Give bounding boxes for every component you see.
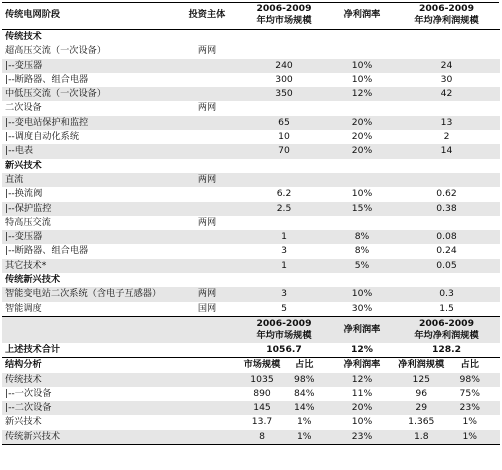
row-investor: 国网 [197,302,217,314]
structure-row-profit [393,430,500,445]
row-name: |--换流阀 [5,188,43,200]
table-row [2,159,500,173]
row-margin: 10% [351,188,373,200]
row-margin: 12% [351,88,373,100]
header-investor: 投资主体 [177,1,237,30]
row-market: 65 [278,116,290,128]
row-margin: 20% [351,116,373,128]
structure-row-profit-right: 1% [462,416,478,428]
structure-row [2,401,500,415]
summary-header-profit [393,316,500,343]
row-profit [393,173,500,187]
structure-row-profit-left: 96 [415,387,428,399]
total-profit: 128.2 [393,343,500,358]
row-market [237,173,331,187]
row-margin: 30% [351,302,373,314]
row-name: 智能调度 [5,302,42,314]
structure-row-profit-right: 98% [459,373,480,385]
table-row [2,173,500,187]
row-investor: 两网 [197,216,217,228]
row-investor [177,73,237,87]
row-margin: 5% [354,259,370,271]
row-margin: 10% [351,73,373,85]
structure-row [2,373,500,387]
row-profit: 0.24 [436,245,457,257]
row-profit: 0.05 [436,259,457,271]
row-market: 300 [275,73,293,85]
row-investor [177,273,237,287]
total-investor [177,343,237,358]
header-profit [393,1,500,30]
row-investor [177,230,237,244]
row-name: |--保护监控 [5,202,52,214]
row-profit: 24 [440,59,453,71]
row-investor [177,244,237,258]
table-row [2,287,500,301]
structure-row-market-right: 1% [296,430,312,442]
structure-row-market [237,430,331,445]
row-name: |--断路器、组合电器 [5,73,89,85]
row-investor [177,144,237,158]
structure-row [2,387,500,401]
summary-profit-line1: 2006-2009 [419,317,474,329]
structure-row-blank [177,430,237,445]
structure-row-market-left: 890 [253,387,271,399]
structure-row-profit [393,373,500,387]
row-profit: 0.3 [439,288,454,300]
row-margin: 10% [351,59,373,71]
row-margin [331,159,393,173]
row-profit [393,159,500,173]
row-name: |--变压器 [5,231,43,243]
structure-header-profit-left: 净利润规模 [398,359,445,371]
row-investor [177,116,237,130]
row-market: 1 [281,231,287,243]
row-margin [331,30,393,45]
row-investor: 两网 [197,173,217,185]
structure-row-margin: 10% [351,416,373,428]
structure-row-market-left: 8 [259,430,265,442]
row-name: 中低压交流（一次设备） [5,88,107,100]
row-name: |--变压器 [5,59,43,71]
structure-row-market [237,373,331,387]
structure-header-row [2,358,500,373]
row-investor [177,202,237,216]
row-margin [331,101,393,115]
row-market: 70 [278,145,290,157]
table-row [2,187,500,201]
summary-header-row [2,316,500,343]
header-segment: 传统电网阶段 [2,1,177,30]
row-market: 350 [275,88,293,100]
row-investor [177,87,237,101]
structure-row-profit-left: 1.365 [408,416,435,428]
row-investor: 两网 [197,288,217,300]
summary-header-blank [177,316,237,343]
row-investor [177,130,237,144]
structure-header-profit [393,358,500,373]
row-name: 传统新兴技术 [5,274,61,286]
structure-row-market-right: 98% [294,373,315,385]
structure-row [2,430,500,445]
table-row [2,116,500,130]
structure-row-blank [177,387,237,401]
row-profit [393,273,500,287]
row-margin: 20% [351,145,373,157]
row-market: 1 [281,259,287,271]
structure-row-profit [393,401,500,415]
row-investor [177,259,237,273]
row-name: 其它技术* [5,259,47,271]
total-margin: 12% [331,343,393,358]
structure-row-margin: 20% [351,402,373,414]
structure-row-name: |--一次设备 [5,387,52,399]
summary-header-margin: 净利润率 [331,316,393,343]
row-profit [393,101,500,115]
row-investor: 两网 [197,45,217,57]
summary-header-blank [2,316,177,343]
summary-market-line2: 年均市场规模 [256,329,312,341]
row-profit: 2 [443,131,450,143]
row-profit: 0.38 [436,202,457,214]
row-name: |--变电站保护和监控 [5,116,89,128]
header-market [237,1,331,30]
row-name: 新兴技术 [5,159,42,171]
structure-row-profit [393,387,500,401]
structure-row-profit-left: 29 [415,402,428,414]
table-row [2,244,500,258]
table-row [2,30,500,45]
structure-row-market-left: 13.7 [251,416,273,428]
row-name: 超高压交流（一次设备） [5,45,107,57]
structure-row-market-left: 1035 [250,373,274,385]
structure-row-market [237,415,331,429]
row-market: 240 [275,59,293,71]
row-profit: 30 [440,73,453,85]
row-profit: 1.5 [439,302,454,314]
row-profit [393,216,500,230]
structure-header-market-right: 占比 [295,359,314,371]
row-margin [331,173,393,187]
row-name: 传统技术 [5,31,42,42]
structure-row-name: 新兴技术 [5,416,42,428]
row-name: 二次设备 [5,102,42,114]
structure-row-market [237,401,331,415]
row-market: 6.2 [276,188,292,200]
row-investor [177,159,237,173]
summary-market-line1: 2006-2009 [256,317,312,329]
structure-row-name: |--二次设备 [5,402,52,414]
table-row [2,230,500,244]
row-margin: 20% [351,131,373,143]
row-profit: 42 [440,88,453,100]
structure-row-profit-right: 23% [459,402,480,414]
row-market: 2.5 [276,202,292,214]
total-row [2,343,500,358]
table-row [2,273,500,287]
row-market [237,216,331,230]
row-market [237,44,331,58]
table-row [2,130,500,144]
structure-row-blank [177,373,237,387]
header-margin: 净利润率 [331,1,393,30]
structure-header-name: 结构分析 [5,359,42,371]
structure-header-profit-right: 占比 [460,359,479,371]
structure-row-market-left: 145 [253,402,271,414]
row-profit: 0.62 [436,188,457,200]
total-market: 1056.7 [237,343,331,358]
row-name: 特高压交流 [5,216,51,228]
row-name: |--调度自动化系统 [5,131,80,143]
row-margin [331,44,393,58]
total-name: 上述技术合计 [2,343,177,358]
structure-row-profit [393,415,500,429]
structure-row [2,415,500,429]
header-profit-line2: 年均净利润规模 [414,15,479,26]
header-market-line1: 2006-2009 [256,3,312,14]
table-row [2,302,500,317]
row-profit: 14 [440,145,453,157]
row-market: 3 [281,245,287,257]
row-margin: 15% [351,202,373,214]
row-name: 直流 [5,173,24,185]
row-market: 10 [278,131,290,143]
structure-row-profit-left: 125 [412,373,431,385]
row-margin: 8% [354,231,370,243]
structure-row-profit-right: 75% [459,387,480,399]
row-name: |--断路器、组合电器 [5,245,89,257]
row-margin [331,273,393,287]
row-margin: 10% [351,288,373,300]
row-market: 3 [281,288,287,300]
summary-profit-line2: 年均净利润规模 [414,329,479,341]
row-name: 智能变电站二次系统（含电子互感器） [5,288,162,300]
row-market [237,101,331,115]
structure-header-blank [177,358,237,373]
structure-row-margin: 12% [351,373,373,385]
row-margin [331,216,393,230]
structure-header-market [237,358,331,373]
row-market [237,30,331,45]
row-profit [393,30,500,45]
structure-row-profit-right: 1% [462,430,478,442]
structure-row-market [237,387,331,401]
header-market-line2: 年均市场规模 [256,15,312,26]
structure-row-name: 传统新兴技术 [2,430,177,445]
structure-header-margin: 净利润率 [343,359,381,371]
table-row [2,202,500,216]
table-row [2,101,500,115]
document-page [0,1,502,470]
table-header-row [2,1,500,30]
table-row [2,44,500,58]
row-investor [177,30,237,45]
structure-row-market-right: 14% [294,402,315,414]
row-profit [393,44,500,58]
summary-header-market [237,316,331,343]
structure-row-margin: 11% [351,387,373,399]
grid-investment-table [2,1,500,445]
row-investor [177,59,237,73]
structure-row-blank [177,415,237,429]
table-row [2,259,500,273]
row-investor: 两网 [197,102,217,114]
row-profit: 13 [440,116,453,128]
table-row [2,59,500,73]
table-row [2,144,500,158]
row-margin: 8% [354,245,370,257]
row-market [237,273,331,287]
row-market: 5 [281,302,287,314]
row-profit: 0.08 [436,231,457,243]
structure-row-blank [177,401,237,415]
structure-row-margin: 23% [331,430,393,445]
table-row [2,73,500,87]
structure-row-name: 传统技术 [5,373,42,385]
table-row [2,87,500,101]
structure-row-market-right: 84% [294,387,315,399]
structure-row-market-right: 1% [296,416,312,428]
row-market [237,159,331,173]
structure-header-market-left: 市场规模 [243,359,281,371]
structure-row-profit-left: 1.8 [413,430,429,442]
header-profit-line1: 2006-2009 [419,3,474,14]
row-investor [177,187,237,201]
table-row [2,216,500,230]
row-name: |--电表 [5,145,34,157]
